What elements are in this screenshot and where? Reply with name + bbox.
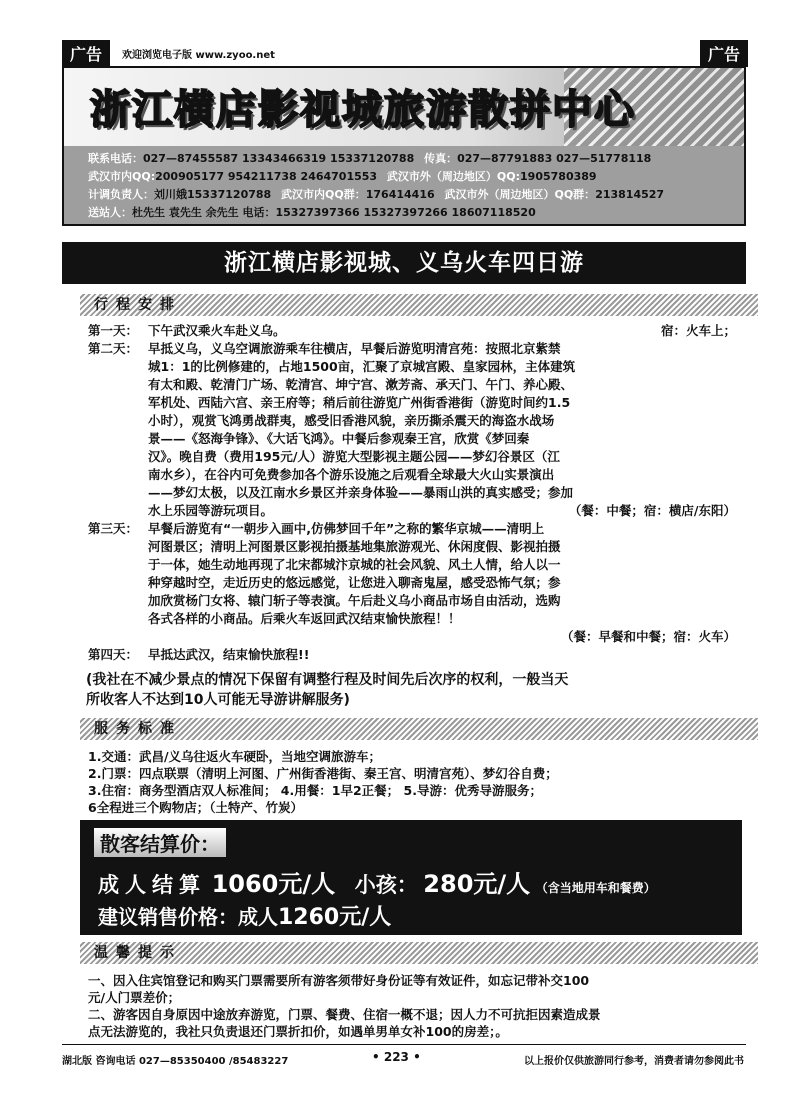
service-line: 1.交通：武昌/义乌往返火车硬卧，当地空调旅游车；	[88, 749, 382, 764]
suggest-label: 建议销售价格：成人	[98, 905, 278, 929]
tour-title: 浙江横店影视城、义乌火车四日游	[62, 242, 746, 284]
itinerary-row	[88, 610, 740, 628]
day-text: 南水乡），在谷内可免费参加各个游乐设施之后观看全球最大火山实景演出	[148, 467, 555, 482]
itinerary-row	[88, 592, 740, 610]
suggest-price: 1260元/人	[278, 905, 392, 930]
service-heading: 服务标准	[80, 718, 758, 740]
day-text: 水上乐园等游玩项目。	[148, 503, 274, 518]
day-text: 早抵义乌，义乌空调旅游乘车往横店，早餐后游览明清宫苑：按照北京紫禁	[148, 341, 561, 356]
fax-label: 传真：	[424, 152, 458, 165]
itinerary-row	[88, 466, 740, 484]
contact-phone-line	[88, 150, 651, 166]
itinerary-row	[88, 646, 740, 664]
day-label: 第三天：	[88, 521, 139, 536]
welcome-text: 欢迎浏览电子版 www.zyoo.net	[122, 50, 275, 61]
itinerary-row	[88, 412, 740, 430]
phone-numbers: 027—87455587 13343466319 15337120788	[143, 152, 415, 165]
qq-city: 200905177 954211738 2464701553	[155, 170, 378, 183]
day-text: ——梦幻太极，以及江南水乡景区并亲身体验——暴雨山洪的真实感受；参加	[148, 485, 574, 500]
child-label: 小孩：	[354, 873, 418, 897]
itinerary-row	[88, 538, 740, 556]
itinerary-heading: 行程安排	[80, 294, 758, 316]
service-list	[88, 748, 748, 816]
itinerary-row	[88, 502, 740, 520]
itinerary-row	[88, 484, 740, 502]
itinerary-row	[88, 520, 740, 538]
footer-right: 以上报价仅供旅游同行参考，消费者请勿参阅此书	[524, 1056, 744, 1067]
footer-rule	[62, 1044, 746, 1045]
day-text: 军机处、西陆六宫、亲王府等；稍后前往游览广州街香港街（游览时间约1.5	[148, 395, 571, 410]
day-text: 各式各样的小商品。后乘火车返回武汉结束愉快旅程！！	[148, 611, 461, 626]
tip-line: 二、游客因自身原因中途放弃游览，门票、餐费、住宿一概不退；因人力不可抗拒因素造成景	[88, 1007, 601, 1022]
day-label: 第一天：	[88, 323, 139, 338]
tip-line: 一、因入住宾馆登记和购买门票需要所有游客须带好身份证等有效证件，如忘记带补交100	[88, 973, 590, 988]
day-text: 汉》。晚自费（费用195元/人）游览大型影视主题公园——梦幻谷景区（江	[148, 449, 560, 464]
price-box	[80, 820, 742, 935]
day-text: 小时），观赏飞鸿勇战群夷，感受旧香港风貌，亲历撕杀震天的海盗水战场	[148, 413, 555, 428]
itinerary-row	[88, 376, 740, 394]
qq-outer-label: 武汉市外（周边地区）QQ:	[386, 170, 521, 183]
group-city: 176414416	[365, 188, 435, 201]
day-label: 第四天：	[88, 647, 139, 662]
itinerary-row	[88, 448, 740, 466]
day-meal-lodging: （餐：中餐；宿：横店/东阳）	[568, 503, 736, 518]
itinerary-row	[88, 358, 740, 376]
note-line-1: (我社在不减少景点的情况下保留有调整行程及时间先后次序的权利，一般当天	[86, 672, 569, 688]
group-city-label: 武汉市内QQ群：	[281, 188, 366, 201]
footer-left: 湖北版 咨询电话 027—85350400 /85483227	[62, 1056, 289, 1067]
tip-line: 元/人门票差价；	[88, 990, 181, 1005]
day-text: 城1：1的比例修建的，占地1500亩，汇聚了京城宫殿、皇家园林，主体建筑	[148, 359, 576, 374]
tip-line: 点无法游览的，我社只负责退还门票折扣价，如遇单男单女补100的房差；。	[88, 1024, 508, 1039]
day-text: 加欣赏杨门女将、辕门斩子等表演。午后赴义乌小商品市场自由活动，选购	[148, 593, 561, 608]
planner-label: 计调负责人：	[88, 188, 154, 201]
page-number: • 223 •	[372, 1050, 421, 1064]
itinerary-row	[88, 394, 740, 412]
day-text: 下午武汉乘火车赴义乌。	[148, 323, 286, 338]
service-line: 6全程进三个购物店；（土特产、竹炭）	[88, 800, 303, 815]
child-price: 280元/人	[423, 870, 531, 898]
group-outer: 213814527	[595, 188, 665, 201]
tips-heading: 温馨提示	[80, 942, 758, 964]
itinerary-row	[88, 340, 740, 358]
day-text: 早餐后游览有“一朝步入画中,仿佛梦回千年”之称的繁华京城——清明上	[148, 521, 545, 536]
qq-city-label: 武汉市内QQ:	[88, 170, 156, 183]
banner-title: 浙江横店影视城旅游散拼中心	[90, 87, 636, 133]
planner: 刘川娥15337120788	[154, 188, 272, 201]
phone-label: 联系电话：	[88, 152, 143, 165]
day-meal-lodging: 宿：火车上；	[660, 323, 736, 338]
day-text: 种穿越时空，走近历史的悠远感觉，让您进入聊斋鬼屋，感受恐怖气氛；参	[148, 575, 561, 590]
adult-label: 成人结算	[98, 873, 206, 897]
child-note: （含当地用车和餐费）	[535, 881, 656, 895]
itinerary-body	[88, 322, 740, 664]
contact-box	[62, 146, 746, 226]
price-adult-line	[98, 864, 656, 899]
itinerary-row	[88, 574, 740, 592]
qq-outer: 1905780389	[520, 170, 597, 183]
escort-label: 送站人：	[88, 206, 132, 219]
adult-price: 1060元/人	[211, 870, 336, 898]
contact-qq-line	[88, 168, 597, 184]
itinerary-row	[88, 556, 740, 574]
fax-numbers: 027—87791883 027—51778118	[457, 152, 652, 165]
itinerary-row	[88, 628, 740, 646]
service-line: 3.住宿：商务型酒店双人标准间； 4.用餐：1早2正餐； 5.导游：优秀导游服务；	[88, 783, 542, 798]
itinerary-row	[88, 430, 740, 448]
day-label: 第二天：	[88, 341, 139, 356]
day-text: 景——《怒海争锋》、《大话飞鸿》。中餐后参观秦王宫，欣赏《梦回秦	[148, 431, 530, 446]
service-line: 2.门票：四点联票（清明上河图、广州街香港街、秦王宫、明清宫苑）、梦幻谷自费；	[88, 766, 558, 781]
day-meal-lodging: （餐：早餐和中餐；宿：火车）	[560, 629, 736, 644]
note-line-2: 所收客人不达到10人可能无导游讲解服务)	[86, 692, 350, 708]
price-heading: 散客结算价：	[94, 828, 226, 857]
contact-planner-line	[88, 186, 664, 202]
ad-tag-right: 广告	[700, 40, 748, 67]
contact-escort-line	[88, 204, 536, 220]
day-text: 河图景区；清明上河图景区影视拍摄基地集旅游观光、休闲度假、影视拍摄	[148, 539, 561, 554]
day-text: 早抵达武汉，结束愉快旅程!!	[148, 647, 310, 662]
itinerary-note	[86, 670, 746, 710]
day-text: 于一体，她生动地再现了北宋都城汴京城的社会风貌、风土人情，给人以一	[148, 557, 561, 572]
group-outer-label: 武汉市外（周边地区）QQ群：	[444, 188, 596, 201]
price-suggest-line	[98, 900, 391, 931]
tips-list	[88, 972, 748, 1040]
banner	[62, 66, 746, 150]
day-text: 有太和殿、乾清门广场、乾清宫、坤宁宫、漱芳斋、承天门、午门、养心殿、	[148, 377, 574, 392]
escort: 杜先生 袁先生 余先生 电话：15327397366 15327397266 18607118520	[132, 206, 536, 219]
ad-tag-left: 广告	[62, 40, 110, 67]
itinerary-row	[88, 322, 740, 340]
